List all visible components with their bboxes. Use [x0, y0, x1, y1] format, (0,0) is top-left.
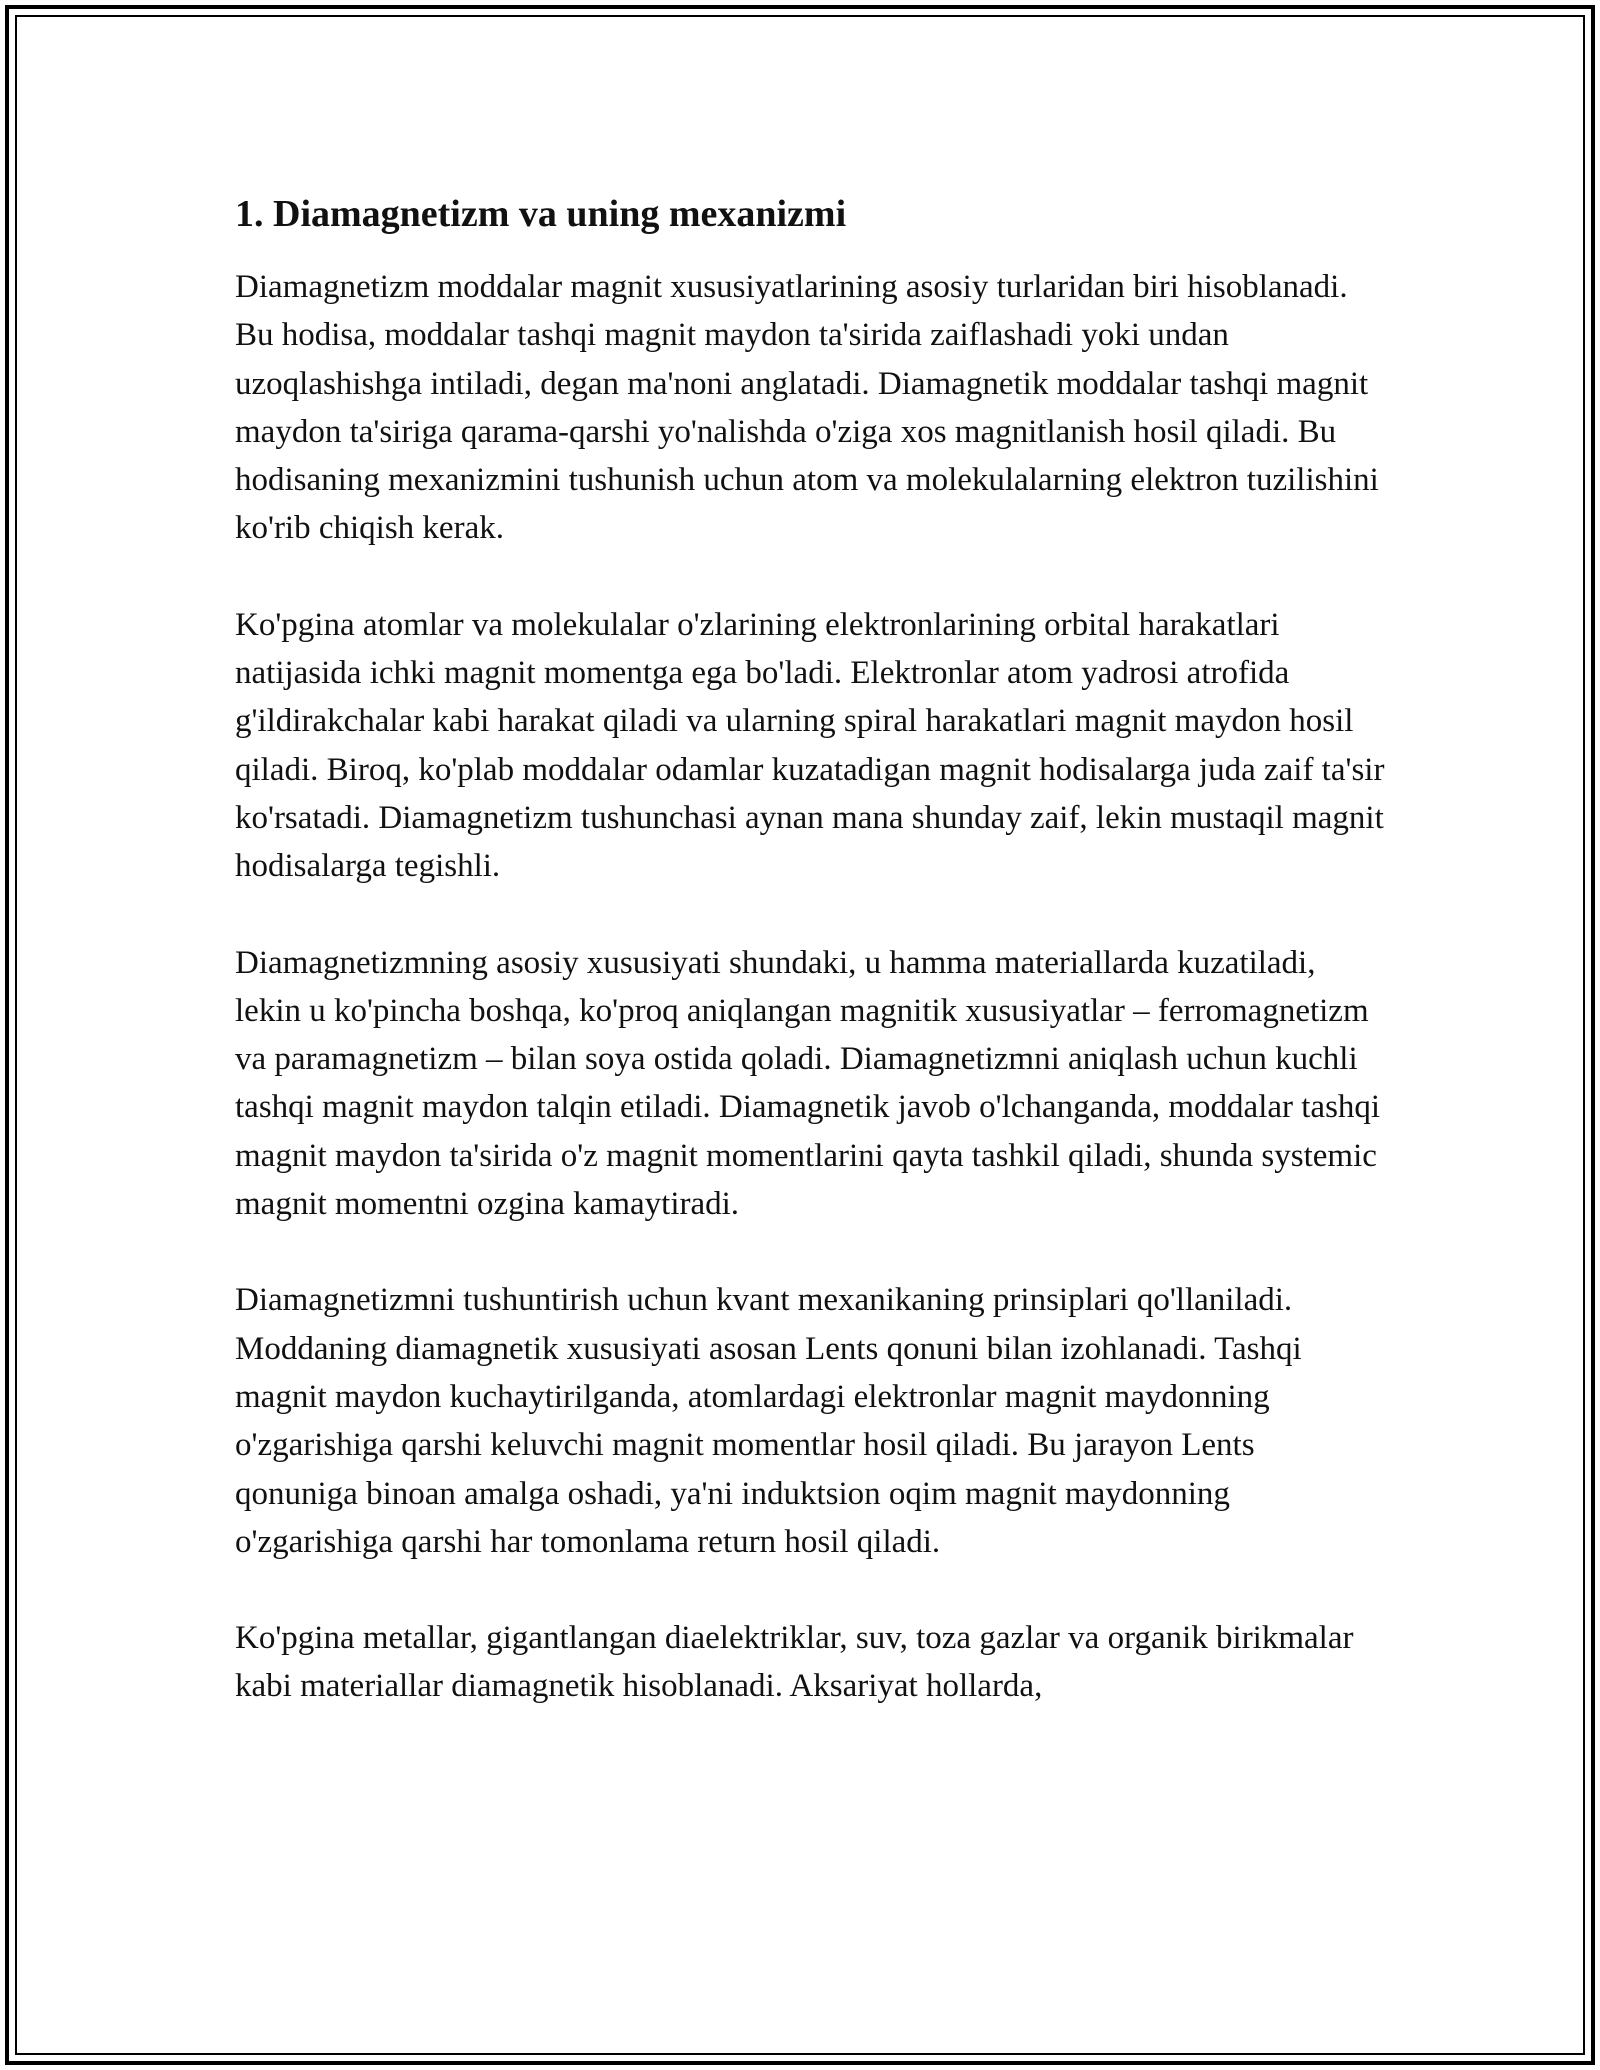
paragraph-5: Ko'pgina metallar, gigantlangan diaelektriklar, suv, toza gazlar va organik birikmalar kabi materiallar diamagnetik hisoblanadi. Aksariyat hollarda, — [235, 1620, 1354, 1705]
section-heading: 1. Diamagnetizm va uning mexanizmi — [235, 193, 847, 235]
paragraph-2: Ko'pgina atomlar va molekulalar o'zlarining elektronlarining orbital harakatlari natijasida ichki magnit momentga ega bo'ladi. Elektronlar atom yadrosi atrofida g'ildirakchalar kabi harakat qiladi va ularning spiral harakatlari magnit maydon hosil qiladi. Biroq, ko'plab moddalar odamlar kuzatadigan magnit hodisalarga juda zaif ta'sir ko'rsatadi. Diamagnetizm tushunchasi aynan mana shunday zaif, lekin mustaqil magnit hodisalarga tegishli. — [235, 606, 1385, 885]
paragraph-1: Diamagnetizm moddalar magnit xususiyatlarining asosiy turlaridan biri hisoblanadi. Bu hodisa, moddalar tashqi magnit maydon ta'sirida zaiflashadi yoki undan uzoqlashishga intiladi, degan ma'noni anglatadi. Diamagnetik moddalar tashqi magnit maydon ta'siriga qarama-qarshi yo'nalishda o'ziga xos magnitlanish hosil qiladi. Bu hodisaning mexanizmini tushunish uchun atom va molekulalarning elektron tuzilishini ko'rib chiqish kerak. — [235, 269, 1379, 547]
document-body — [235, 185, 1385, 1759]
paragraph-3: Diamagnetizmning asosiy xususiyati shundaki, u hamma materiallarda kuzatiladi, lekin u ko'pincha boshqa, ko'proq aniqlangan magnitik xususiyatlar – ferromagnetizm va paramagnetizm – bilan soya ostida qoladi. Diamagnetizmni aniqlash uchun kuchli tashqi magnit maydon talqin etiladi. Diamagnetik javob o'lchanganda, moddalar tashqi magnit maydon ta'sirida o'z magnit momentlarini qayta tashkil qiladi, shunda systemic magnit momentni ozgina kamaytiradi. — [235, 944, 1381, 1223]
paragraph-4: Diamagnetizmni tushuntirish uchun kvant mexanikaning prinsiplari qo'llaniladi. Moddaning diamagnetik xususiyati asosan Lents qonuni bilan izohlanadi. Tashqi magnit maydon kuchaytirilganda, atomlardagi elektronlar magnit maydonning o'zgarishiga qarshi keluvchi magnit momentlar hosil qiladi. Bu jarayon Lents qonuniga binoan amalga oshadi, ya'ni induktsion oqim magnit maydonning o'zgarishiga qarshi har tomonlama return hosil qiladi. — [235, 1282, 1302, 1560]
